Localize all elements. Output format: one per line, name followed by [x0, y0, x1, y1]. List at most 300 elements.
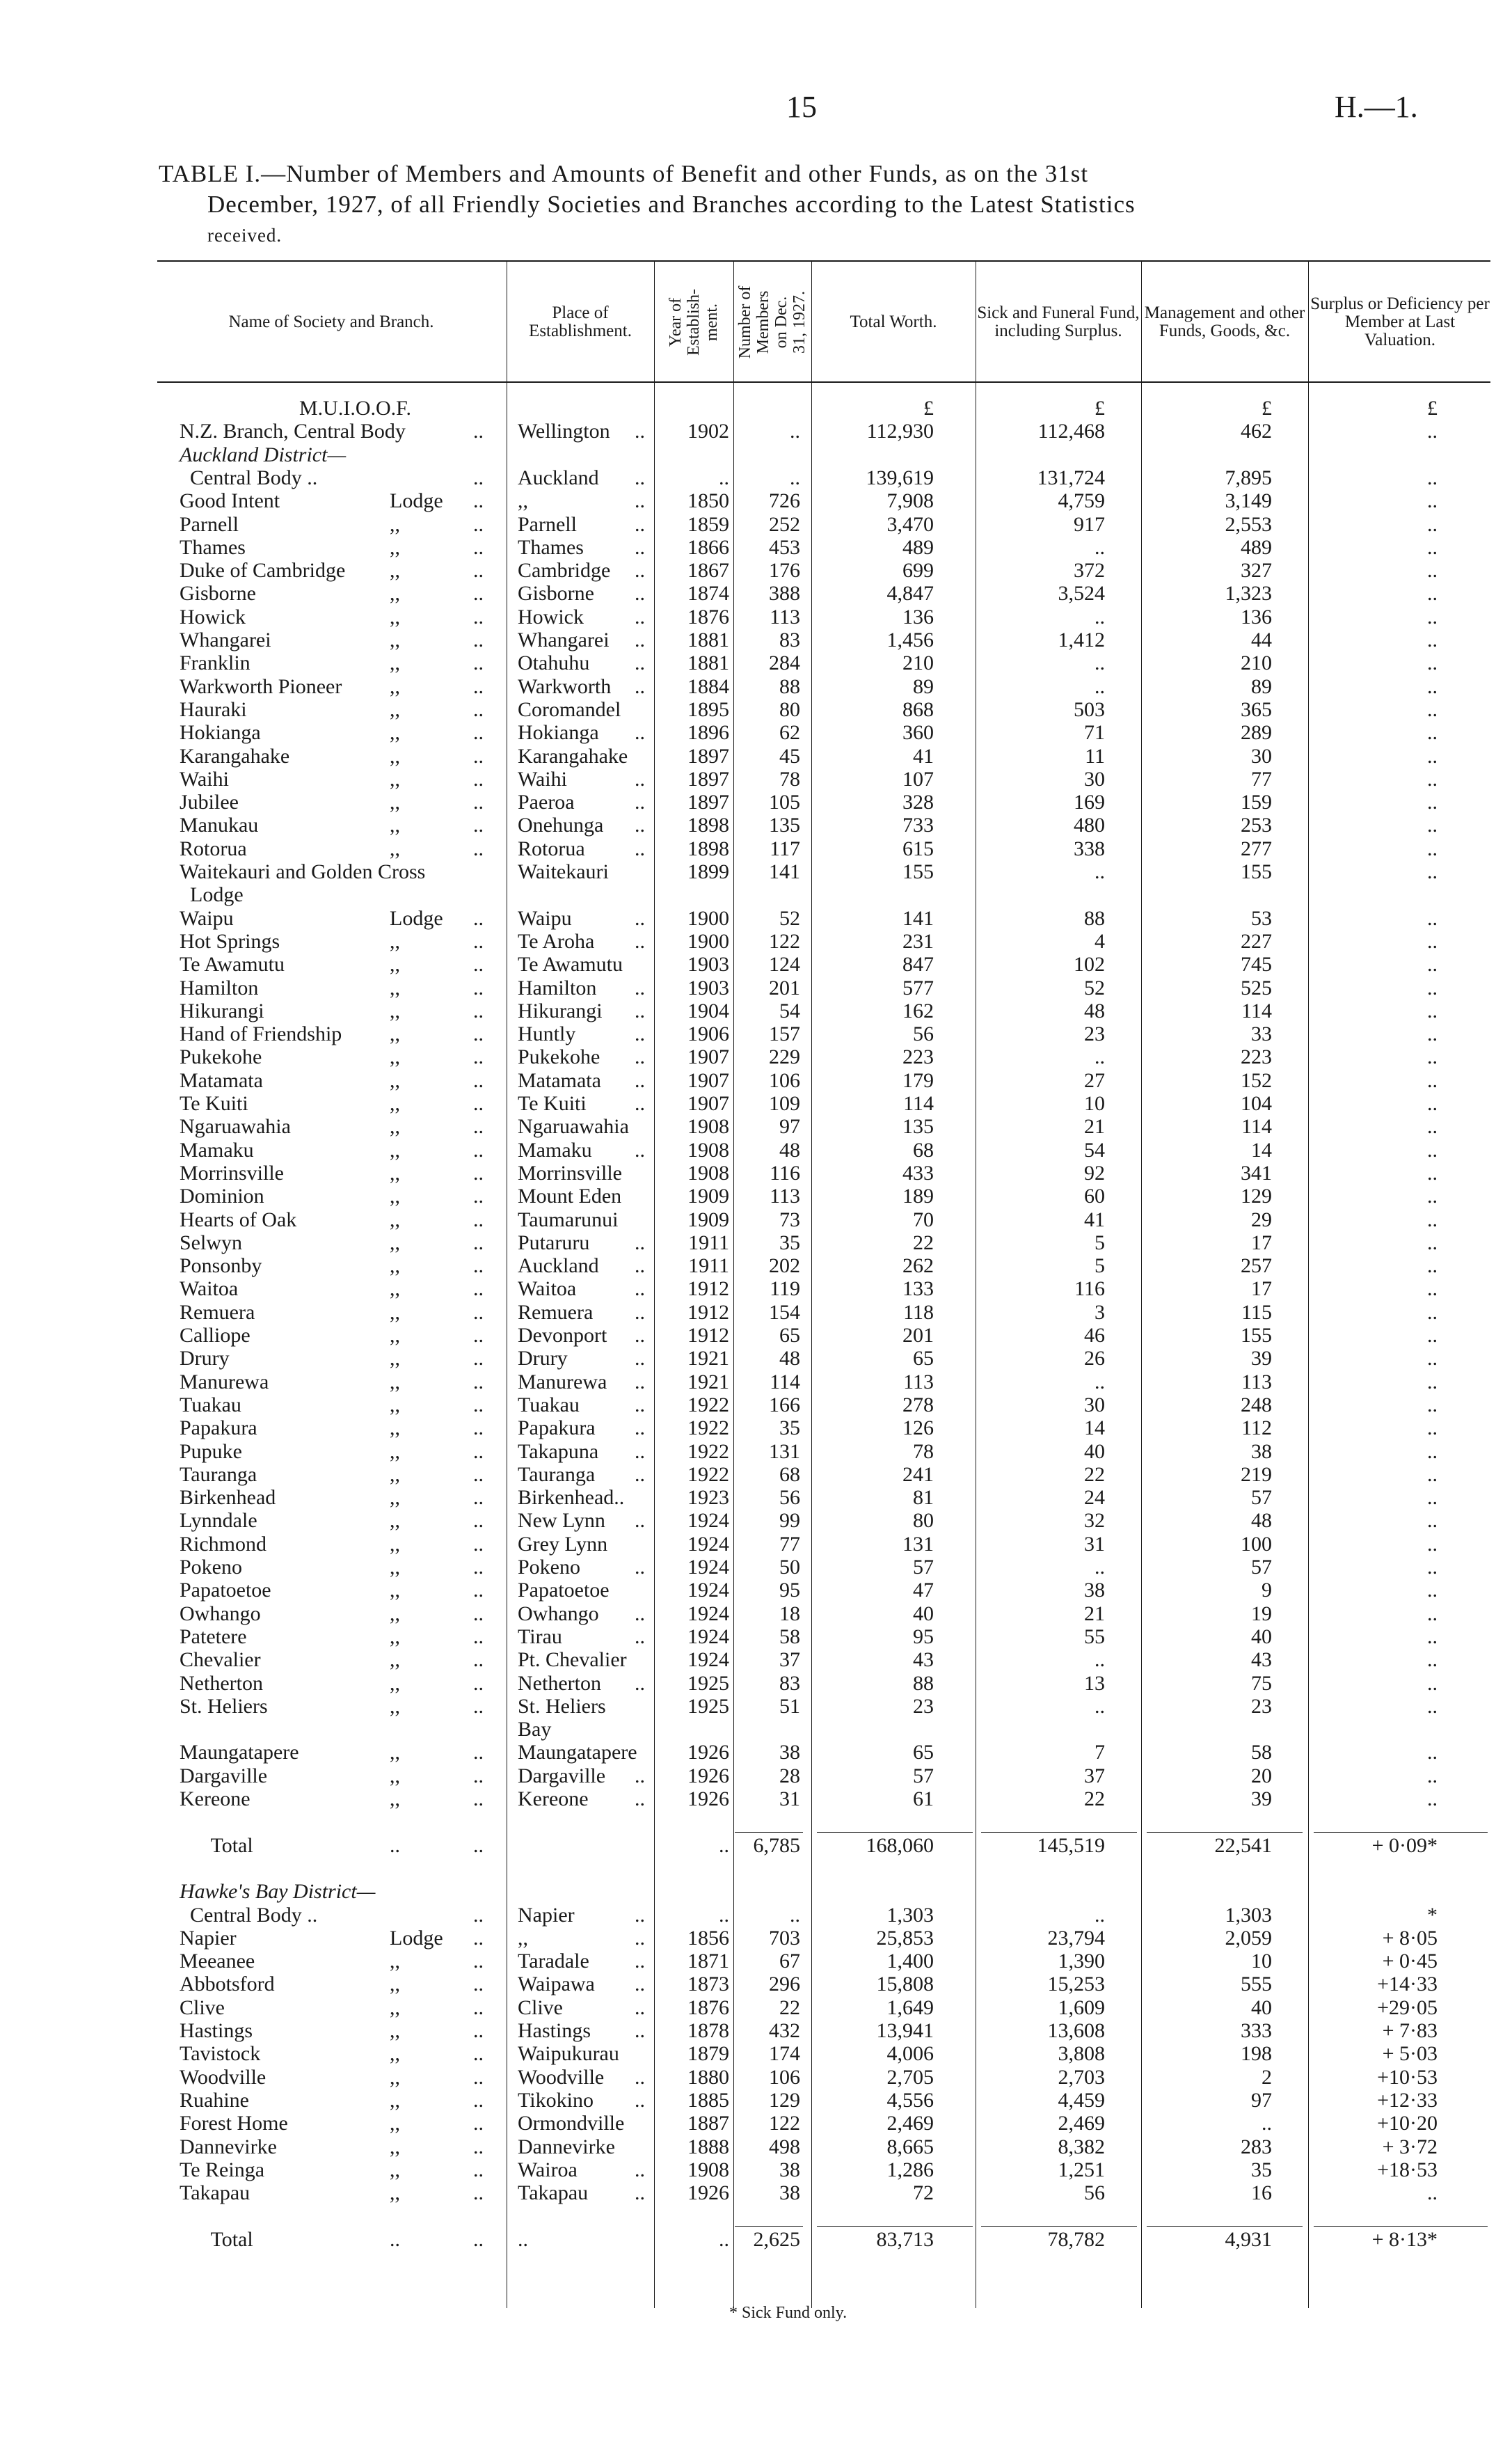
cell-place: Waitekauri	[518, 860, 609, 883]
table-row	[0, 1162, 1512, 1185]
cell-lodge: ,,	[390, 651, 400, 675]
cell-sick: 169	[1074, 791, 1105, 814]
cell-ndots: ..	[473, 1833, 484, 1857]
cell-mgmt: 75	[1251, 1671, 1272, 1695]
col-header-sick: Sick and Funeral Fund, including Surplus.	[977, 303, 1140, 340]
cell-worth: 68	[913, 1138, 934, 1162]
cell-worth: 278	[902, 1393, 934, 1416]
cell-year: 1867	[687, 559, 729, 583]
cell-mgmt: 2	[1262, 2065, 1272, 2089]
cell-pdots: ..	[635, 2019, 645, 2042]
cell-place: Auckland	[518, 466, 599, 489]
cell-surp: + 7·83	[1382, 2019, 1438, 2042]
cell-mgmt: 89	[1251, 674, 1272, 698]
cell-year: 1899	[687, 860, 729, 883]
cell-lodge: ,,	[390, 1185, 400, 1208]
cell-ndots: ..	[473, 1625, 484, 1648]
cell-place: Mamaku	[518, 1138, 592, 1162]
cell-mgmt: 23	[1251, 1694, 1272, 1718]
cell-mgmt: 9	[1262, 1579, 1272, 1602]
cell-worth: 78	[913, 1439, 934, 1463]
cell-ndots: ..	[473, 721, 484, 745]
cell-name: Howick	[180, 605, 246, 629]
cell-mem: 45	[779, 744, 800, 768]
cell-mgmt: 22,541	[1214, 1833, 1272, 1857]
cell-worth: 433	[902, 1161, 934, 1185]
cell-name: Gisborne	[180, 582, 256, 606]
cell-worth: 1,649	[886, 1995, 934, 2019]
cell-mem: 77	[779, 1532, 800, 1556]
table-row	[0, 930, 1512, 953]
cell-lodge: ,,	[390, 1995, 400, 2019]
cell-mgmt: 365	[1241, 697, 1272, 721]
table-row	[0, 1648, 1512, 1671]
cell-name: Good Intent	[180, 489, 280, 513]
cell-name: Richmond	[180, 1532, 266, 1556]
cell-worth: £	[923, 397, 934, 420]
cell-sick: 54	[1084, 1138, 1105, 1162]
cell-place: Karangahake	[518, 744, 628, 768]
cell-mgmt: 2,553	[1225, 512, 1272, 536]
cell-year: 1923	[687, 1486, 729, 1510]
cell-worth: 23	[913, 1694, 934, 1718]
cell-mgmt: 223	[1241, 1045, 1272, 1069]
cell-worth: 65	[913, 1741, 934, 1764]
cell-ndots: ..	[473, 1462, 484, 1486]
table-row	[0, 1301, 1512, 1324]
cell-mem: 80	[779, 697, 800, 721]
cell-place: Hikurangi	[518, 999, 603, 1022]
cell-worth: 733	[902, 814, 934, 837]
cell-sick: ..	[1095, 1370, 1105, 1393]
table-row	[0, 1486, 1512, 1509]
cell-worth: 40	[913, 1602, 934, 1625]
total-rule	[1147, 2226, 1303, 2227]
table-row	[0, 907, 1512, 930]
cell-worth: 7,908	[886, 489, 934, 513]
cell-mgmt: 1,303	[1225, 1903, 1272, 1927]
cell-worth: 162	[902, 999, 934, 1022]
cell-pdots: ..	[635, 535, 645, 559]
table-row	[0, 1718, 1512, 1741]
cell-worth: 8,665	[886, 2135, 934, 2158]
cell-place: Pokeno	[518, 1556, 580, 1579]
cell-name: Papakura	[180, 1416, 257, 1440]
cell-mgmt: 57	[1251, 1486, 1272, 1510]
cell-sick: 21	[1084, 1115, 1105, 1139]
cell-mgmt: 115	[1241, 1300, 1272, 1324]
cell-place: Otahuhu	[518, 651, 590, 675]
table-row	[0, 1185, 1512, 1208]
cell-place: St. Heliers	[518, 1694, 606, 1718]
cell-mem: 28	[779, 1764, 800, 1787]
cell-mem: 99	[779, 1509, 800, 1533]
cell-lodge: ,,	[390, 559, 400, 583]
cell-year: 1912	[687, 1300, 729, 1324]
cell-worth: 3,470	[886, 512, 934, 536]
cell-lodge: ,,	[390, 1509, 400, 1533]
cell-year: 1912	[687, 1277, 729, 1301]
table-row	[0, 536, 1512, 559]
cell-lodge: ,,	[390, 1022, 400, 1046]
cell-lodge: ,,	[390, 1347, 400, 1370]
cell-pdots: ..	[635, 420, 645, 443]
cell-year: ..	[719, 1833, 729, 1857]
cell-place: Te Awamutu	[518, 953, 623, 977]
cell-name: Waihi	[180, 767, 229, 791]
cell-sick: 4	[1095, 929, 1105, 953]
cell-ndots: ..	[473, 1324, 484, 1347]
cell-pdots: ..	[635, 1022, 645, 1046]
cell-name: Ngaruawahia	[180, 1115, 291, 1139]
cell-name: Waipu	[180, 906, 234, 930]
cell-mgmt: 35	[1251, 2158, 1272, 2181]
table-row	[0, 953, 1512, 976]
cell-mem: 105	[769, 791, 800, 814]
cell-mem: 202	[769, 1254, 800, 1278]
cell-sick: 338	[1074, 837, 1105, 860]
table-row	[0, 1602, 1512, 1625]
cell-pdots: ..	[635, 2158, 645, 2181]
cell-mgmt: 283	[1241, 2135, 1272, 2158]
cell-surp: ..	[1427, 466, 1438, 489]
cell-place: Waihi	[518, 767, 567, 791]
cell-mgmt: 198	[1241, 2042, 1272, 2066]
cell-sick: 78,782	[1047, 2227, 1105, 2251]
cell-mem: 35	[779, 1231, 800, 1254]
cell-lodge: Lodge	[390, 906, 443, 930]
cell-pdots: ..	[635, 721, 645, 745]
cell-pdots: ..	[635, 605, 645, 629]
cell-place: Thames	[518, 535, 584, 559]
cell-mem: 124	[769, 953, 800, 977]
table-row	[0, 1370, 1512, 1393]
cell-worth: 135	[902, 1115, 934, 1139]
cell-sick: 5	[1095, 1231, 1105, 1254]
cell-place: Pt. Chevalier	[518, 1648, 627, 1672]
table-row	[0, 1556, 1512, 1579]
cell-name: Rotorua	[180, 837, 247, 860]
cell-name: Hand of Friendship	[180, 1022, 342, 1046]
table-row	[0, 1069, 1512, 1092]
cell-mem: 296	[769, 1973, 800, 1996]
cell-sick: 4,759	[1058, 489, 1105, 513]
cell-worth: 25,853	[876, 1926, 934, 1950]
cell-year: 1873	[687, 1973, 729, 1996]
col-header-mgmt: Management and other Funds, Goods, &c.	[1144, 303, 1305, 340]
cell-pdots: ..	[635, 837, 645, 860]
cell-worth: 83,713	[876, 2227, 934, 2251]
cell-mem: 83	[779, 629, 800, 651]
cell-surp: ..	[1427, 860, 1438, 883]
cell-lodge: ,,	[390, 2112, 400, 2135]
cell-place: Hastings	[518, 2019, 591, 2042]
cell-lodge: ,,	[390, 697, 400, 721]
cell-surp: + 5·03	[1382, 2042, 1438, 2066]
cell-year: 1871	[687, 1950, 729, 1973]
cell-mgmt: 136	[1241, 605, 1272, 629]
cell-name: Auckland District—	[180, 443, 347, 466]
cell-ndots: ..	[473, 906, 484, 930]
table-row	[0, 420, 1512, 443]
cell-name: Tavistock	[180, 2042, 261, 2066]
table-row	[0, 698, 1512, 721]
cell-lodge: ,,	[390, 2181, 400, 2205]
cell-surp: ..	[1427, 1277, 1438, 1301]
cell-worth: 112,930	[866, 420, 934, 443]
cell-pdots: ..	[635, 466, 645, 489]
cell-surp: ..	[1427, 1462, 1438, 1486]
cell-place: Pukekohe	[518, 1045, 600, 1069]
cell-mem: 62	[779, 721, 800, 745]
cell-name: Hot Springs	[180, 929, 280, 953]
table-row	[0, 629, 1512, 651]
cell-pdots: ..	[635, 582, 645, 606]
cell-mgmt: 100	[1241, 1532, 1272, 1556]
cell-mgmt: 210	[1241, 651, 1272, 675]
cell-sick: 2,469	[1058, 2112, 1105, 2135]
cell-name: Thames	[180, 535, 246, 559]
cell-sick: ..	[1095, 605, 1105, 629]
cell-place: Waipukurau	[518, 2042, 619, 2066]
cell-name: Manurewa	[180, 1370, 269, 1393]
cell-worth: 868	[902, 697, 934, 721]
cell-worth: 577	[902, 976, 934, 999]
cell-year: 1924	[687, 1509, 729, 1533]
district-heading-row	[0, 1880, 1512, 1903]
table-row	[0, 1463, 1512, 1486]
cell-name: Central Body ..	[180, 466, 318, 489]
cell-surp: ..	[1427, 1092, 1438, 1115]
cell-mgmt: 327	[1241, 559, 1272, 583]
cell-ndots: ..	[473, 999, 484, 1022]
cell-ndots: ..	[473, 1022, 484, 1046]
cell-mem: 106	[769, 1068, 800, 1092]
cell-year: 1907	[687, 1045, 729, 1069]
cell-year: 1924	[687, 1579, 729, 1602]
cell-place: Devonport	[518, 1324, 607, 1347]
cell-year: 1898	[687, 837, 729, 860]
cell-name: Meeanee	[180, 1950, 255, 1973]
cell-ndots: ..	[473, 1694, 484, 1718]
cell-year: 1912	[687, 1324, 729, 1347]
cell-mem: ..	[790, 420, 800, 443]
cell-mem: 432	[769, 2019, 800, 2042]
cell-mgmt: 152	[1241, 1068, 1272, 1092]
cell-ndots: ..	[473, 976, 484, 999]
cell-surp: ..	[1427, 1300, 1438, 1324]
cell-year: 1908	[687, 2158, 729, 2181]
cell-place: Morrinsville	[518, 1161, 622, 1185]
cell-lodge: ,,	[390, 1741, 400, 1764]
total-row	[0, 2228, 1512, 2251]
cell-mgmt: 462	[1241, 420, 1272, 443]
cell-sick: 1,390	[1058, 1950, 1105, 1973]
cell-year: 1900	[687, 906, 729, 930]
cell-ndots: ..	[473, 2088, 484, 2112]
cell-mgmt: 58	[1251, 1741, 1272, 1764]
cell-sick: 1,412	[1058, 629, 1105, 651]
cell-name: Calliope	[180, 1324, 250, 1347]
cell-pdots: ..	[635, 559, 645, 583]
cell-year: ..	[719, 1903, 729, 1927]
cell-place: Huntly	[518, 1022, 576, 1046]
cell-sick: 41	[1084, 1208, 1105, 1231]
table-row	[0, 1092, 1512, 1115]
cell-mem: 388	[769, 582, 800, 606]
cell-year: 1926	[687, 1787, 729, 1810]
cell-mem: 88	[779, 674, 800, 698]
cell-mgmt: 104	[1241, 1092, 1272, 1115]
cell-mgmt: 114	[1241, 999, 1272, 1022]
cell-lodge: ,,	[390, 999, 400, 1022]
cell-sick: 5	[1095, 1254, 1105, 1278]
cell-mem: 176	[769, 559, 800, 583]
cell-worth: 65	[913, 1347, 934, 1370]
cell-pdots: ..	[635, 1300, 645, 1324]
cell-ndots: ..	[473, 1556, 484, 1579]
cell-place: Tuakau	[518, 1393, 580, 1416]
cell-mgmt: 3,149	[1225, 489, 1272, 513]
cell-lodge: ,,	[390, 582, 400, 606]
table-row	[0, 1810, 1512, 1833]
cell-lodge: ,,	[390, 744, 400, 768]
cell-mem: 726	[769, 489, 800, 513]
cell-mem: 50	[779, 1556, 800, 1579]
cell-sick: 52	[1084, 976, 1105, 999]
cell-pdots: ..	[635, 1439, 645, 1463]
cell-place: Birkenhead..	[518, 1486, 625, 1510]
cell-sick: 30	[1084, 767, 1105, 791]
total-rule	[817, 2226, 973, 2227]
page-number: 15	[786, 90, 817, 124]
cell-year: 1907	[687, 1068, 729, 1092]
cell-name: Dominion	[180, 1185, 264, 1208]
cell-year: 1922	[687, 1462, 729, 1486]
cell-mgmt: 112	[1241, 1416, 1272, 1440]
cell-surp: + 3·72	[1382, 2135, 1438, 2158]
cell-sick: 46	[1084, 1324, 1105, 1347]
cell-year: 1898	[687, 814, 729, 837]
cell-mem: 703	[769, 1926, 800, 1950]
table-row	[0, 1672, 1512, 1695]
cell-place: Gisborne	[518, 582, 594, 606]
cell-year: 1876	[687, 605, 729, 629]
cell-lodge: ,,	[390, 814, 400, 837]
cell-mem: 113	[770, 1185, 800, 1208]
cell-lodge: ,,	[390, 1694, 400, 1718]
cell-sick: ..	[1095, 651, 1105, 675]
cell-worth: 223	[902, 1045, 934, 1069]
cell-sick: 917	[1074, 512, 1105, 536]
cell-worth: 47	[913, 1579, 934, 1602]
cell-surp: ..	[1427, 1787, 1438, 1810]
cell-pdots: ..	[635, 2065, 645, 2089]
cell-mem: 38	[779, 2181, 800, 2205]
cell-place: Warkworth	[518, 674, 612, 698]
cell-year: ..	[719, 466, 729, 489]
cell-year: 1902	[687, 420, 729, 443]
cell-pdots: ..	[635, 1625, 645, 1648]
cell-surp: *	[1427, 1903, 1438, 1927]
cell-name: Woodville	[180, 2065, 266, 2089]
cell-pdots: ..	[635, 1787, 645, 1810]
cell-surp: ..	[1427, 721, 1438, 745]
cell-pdots: ..	[635, 1926, 645, 1950]
cell-sick: ..	[1095, 1045, 1105, 1069]
cell-year: 1908	[687, 1161, 729, 1185]
cell-ndots: ..	[473, 1532, 484, 1556]
cell-surp: + 0·09*	[1371, 1833, 1438, 1857]
cell-surp: ..	[1427, 1324, 1438, 1347]
title-line-3: received.	[207, 225, 282, 246]
total-row	[0, 1834, 1512, 1857]
cell-place: Takapuna	[518, 1439, 599, 1463]
table-row	[0, 1996, 1512, 2019]
cell-ndots: ..	[473, 1393, 484, 1416]
table-row	[0, 768, 1512, 791]
cell-ndots: ..	[473, 512, 484, 536]
cell-mgmt: 333	[1241, 2019, 1272, 2042]
cell-surp: ..	[1427, 1231, 1438, 1254]
cell-mem: 54	[779, 999, 800, 1022]
cell-name: Hamilton	[180, 976, 259, 999]
cell-lodge: ,,	[390, 1973, 400, 1996]
table-title	[159, 159, 1481, 251]
cell-sick: ..	[1095, 1694, 1105, 1718]
header-bottom-rule	[157, 381, 1490, 383]
cell-ndots: ..	[473, 1579, 484, 1602]
cell-name: Waitekauri and Golden Cross	[180, 860, 426, 883]
cell-name: Jubilee	[180, 791, 239, 814]
cell-lodge: ,,	[390, 1486, 400, 1510]
table-row	[0, 1927, 1512, 1950]
cell-surp: ..	[1427, 976, 1438, 999]
cell-surp: ..	[1427, 1602, 1438, 1625]
table-row	[0, 999, 1512, 1022]
cell-ndots: ..	[473, 1509, 484, 1533]
cell-year: 1907	[687, 1092, 729, 1115]
cell-surp: ..	[1427, 1416, 1438, 1440]
cell-lodge: ,,	[390, 1138, 400, 1162]
cell-mem: 65	[779, 1324, 800, 1347]
table-row	[0, 2019, 1512, 2042]
footnote: * Sick Fund only.	[729, 2304, 847, 2322]
cell-ndots: ..	[473, 2042, 484, 2066]
cell-surp: ..	[1427, 651, 1438, 675]
cell-place: Kereone	[518, 1787, 589, 1810]
cell-pdots: ..	[635, 1277, 645, 1301]
cell-mgmt: 30	[1251, 744, 1272, 768]
cell-place: Matamata	[518, 1068, 601, 1092]
cell-ndots: ..	[473, 2065, 484, 2089]
cell-mgmt: 10	[1251, 1950, 1272, 1973]
cell-place: Parnell	[518, 512, 577, 536]
cell-worth: 70	[913, 1208, 934, 1231]
table-row	[0, 1533, 1512, 1556]
cell-worth: 22	[913, 1231, 934, 1254]
cell-year: 1876	[687, 1995, 729, 2019]
cell-worth: 1,286	[886, 2158, 934, 2181]
cell-pdots: ..	[635, 489, 645, 513]
cell-worth: 201	[902, 1324, 934, 1347]
cell-lodge: ,,	[390, 929, 400, 953]
cell-ndots: ..	[473, 2227, 484, 2251]
cell-ndots: ..	[473, 582, 484, 606]
col-header-name: Name of Society and Branch.	[228, 313, 434, 331]
cell-surp: ..	[1427, 1185, 1438, 1208]
cell-lodge: ,,	[390, 674, 400, 698]
